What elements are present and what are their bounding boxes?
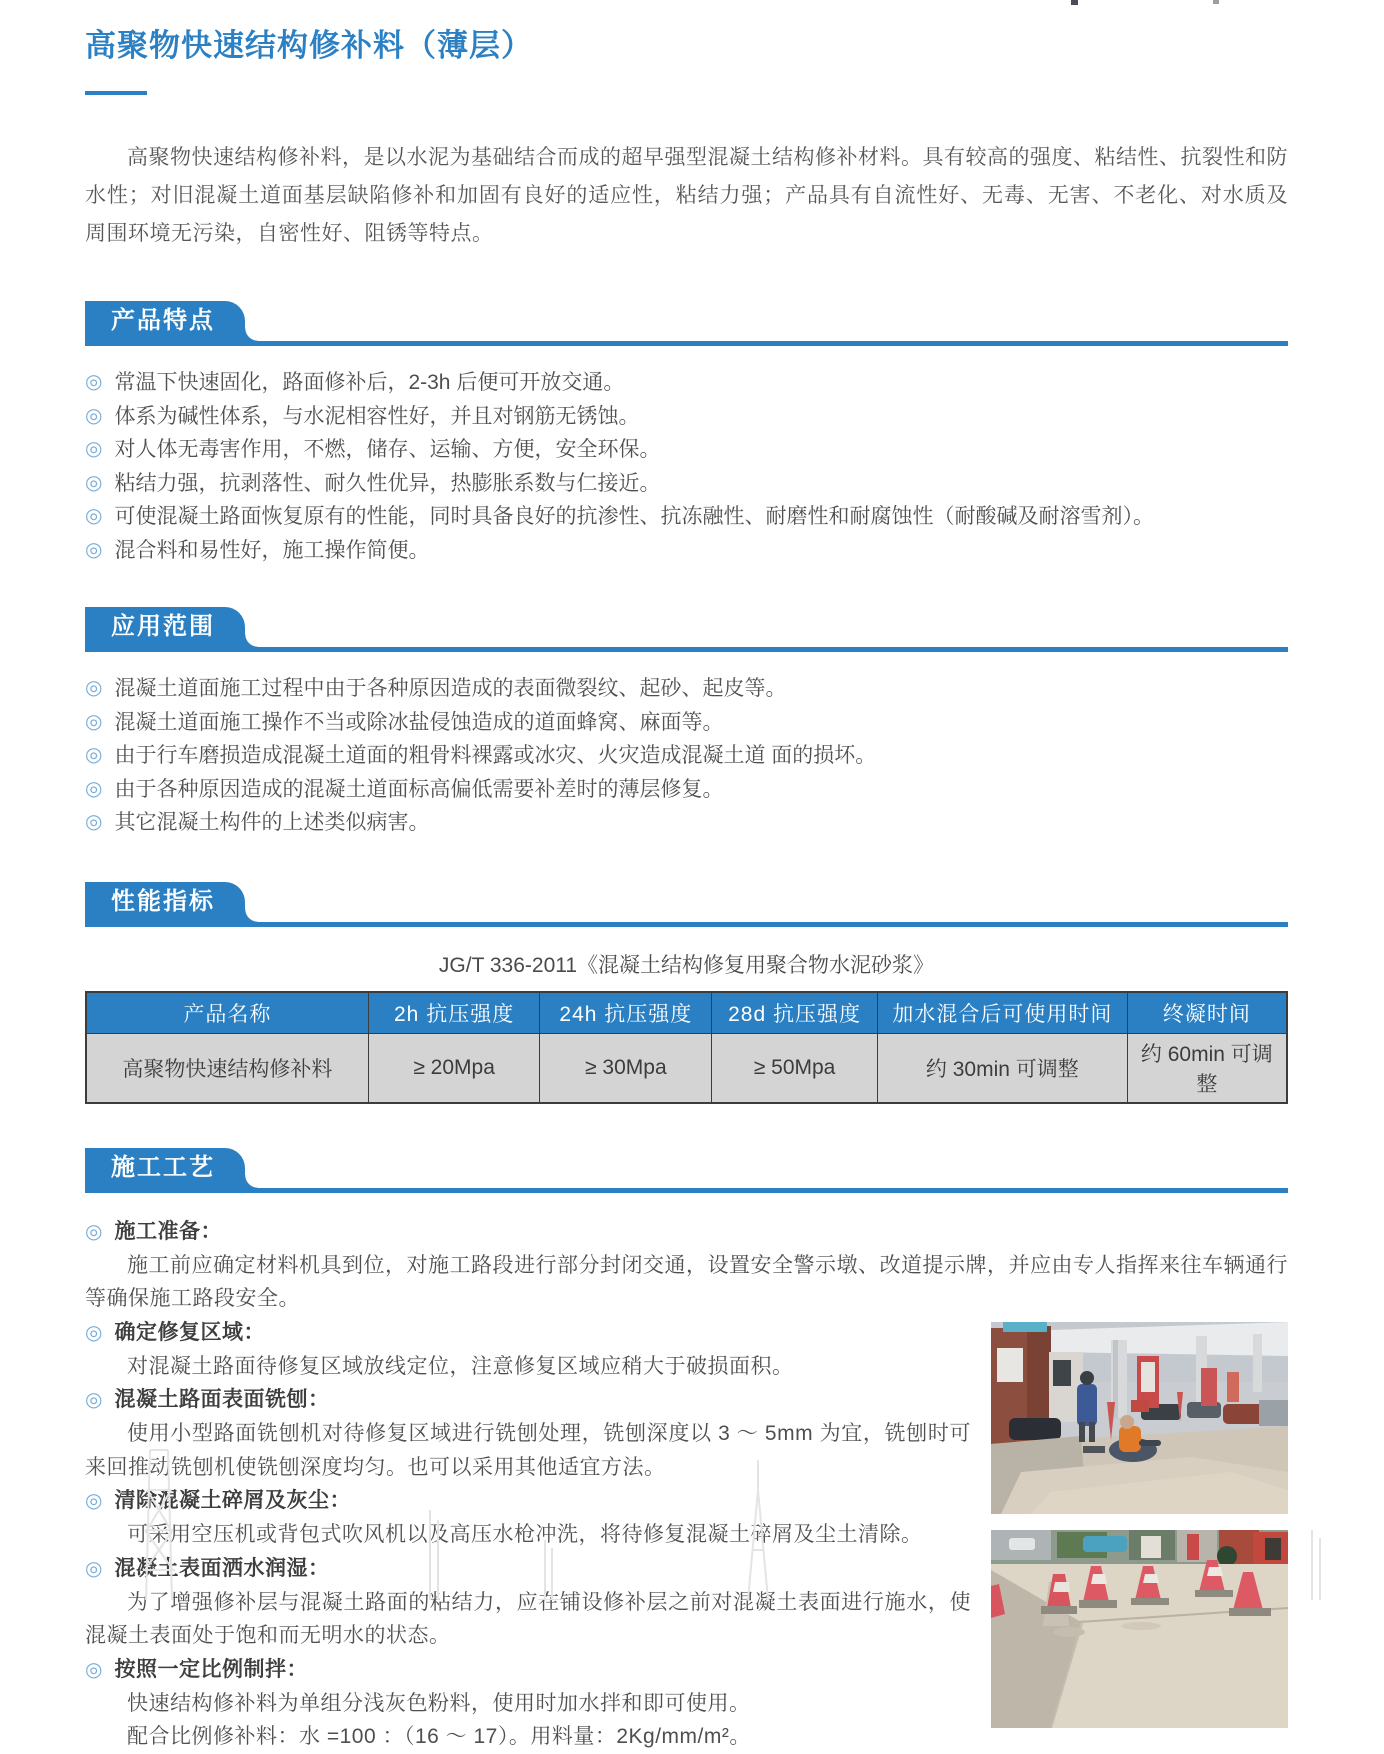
list-item xyxy=(85,672,1288,706)
step-label: 混凝土路面表面铣刨： xyxy=(114,1388,330,1411)
table-header-cell: 加水混合后可使用时间 xyxy=(877,992,1127,1034)
section-header-applications xyxy=(85,607,1288,652)
page-title: 高聚物快速结构修补料（薄层） xyxy=(85,28,533,63)
list-item-text: 对人体无毒害作用，不燃，储存、运输、方便，安全环保。 xyxy=(114,438,661,461)
table-row xyxy=(86,1033,1287,1103)
ring-bullet-icon: ◎ xyxy=(85,1321,103,1344)
list-item-text: 混合料和易性好，施工操作简便。 xyxy=(114,538,430,562)
list-item xyxy=(85,467,1288,501)
step-body: 配合比例修补料：水 =100 ：（16 ～ 17）。用料量：2Kg/mm/m²。 xyxy=(127,1725,751,1748)
list-item xyxy=(85,534,1288,568)
ring-bullet-icon: ◎ xyxy=(85,538,103,561)
ring-bullet-icon: ◎ xyxy=(85,371,103,393)
ring-bullet-icon: ◎ xyxy=(85,710,103,733)
list-item-text: 混凝土道面施工过程中由于各种原因造成的表面微裂纹、起砂、起皮等。 xyxy=(114,677,787,700)
table-header-cell: 产品名称 xyxy=(86,992,368,1034)
table-header-cell: 24h 抗压强度 xyxy=(540,992,712,1034)
table-cell: ≥ 20Mpa xyxy=(368,1033,540,1103)
step-label-row xyxy=(85,1316,971,1350)
step-body: 施工前应确定材料机具到位，对施工路段进行部分封闭交通，设置安全警示墩、改道提示牌，并应由专人指挥来往车辆通行等确保施工路段安全。 xyxy=(85,1253,1288,1310)
list-item xyxy=(85,400,1288,434)
features-list xyxy=(85,366,1288,567)
table-header-cell: 终凝时间 xyxy=(1127,992,1287,1034)
title-underline xyxy=(85,91,147,95)
intro-paragraph: 高聚物快速结构修补料，是以水泥为基础结合而成的超早强型混凝土结构修补材料。具有较高的强度、粘结性、抗裂性和防水性；对旧混凝土道面基层缺陷修补和加固有良好的适应性，粘结力强；产品具有自流性好、无毒、无害、不老化、对水质及周围环境无污染，自密性好、阻锈等特点。 xyxy=(85,146,1288,245)
section-tab-applications: 应用范围 xyxy=(85,607,245,647)
step-label: 确定修复区域： xyxy=(114,1320,265,1344)
ring-bullet-icon: ◎ xyxy=(85,677,103,699)
ring-bullet-icon: ◎ xyxy=(85,1490,103,1512)
step-body: 为了增强修补层与混凝土路面的粘结力，应在铺设修补层之前对混凝土表面进行施水，使混凝土表面处于饱和而无明水的状态。 xyxy=(85,1590,971,1647)
ring-bullet-icon: ◎ xyxy=(85,811,103,833)
ring-bullet-icon: ◎ xyxy=(85,1557,103,1580)
table-cell: 约 60min 可调整 xyxy=(1127,1033,1287,1103)
process-steps xyxy=(85,1215,1288,1754)
list-item xyxy=(85,773,1288,807)
step-body: 使用小型路面铣刨机对待修复区域进行铣刨处理，铣刨深度以 3 ～ 5mm 为宜，铣刨时可来回推动铣刨机使铣刨深度均匀。也可以采用其他适宜方法。 xyxy=(85,1422,971,1479)
applications-list xyxy=(85,672,1288,840)
table-caption: JG/T 336-2011《混凝土结构修复用聚合物水泥砂浆》 xyxy=(438,953,935,977)
step-label: 施工准备： xyxy=(114,1219,222,1243)
list-item-text: 可使混凝土路面恢复原有的性能，同时具备良好的抗渗性、抗冻融性、耐磨性和耐腐蚀性（耐酸碱及耐溶雪剂）。 xyxy=(114,505,1154,528)
step-label: 清除混凝土碎屑及灰尘： xyxy=(114,1489,351,1512)
ring-bullet-icon: ◎ xyxy=(85,404,103,427)
table-header-cell: 28d 抗压强度 xyxy=(712,992,878,1034)
ring-bullet-icon: ◎ xyxy=(85,505,103,527)
ring-bullet-icon: ◎ xyxy=(85,438,103,460)
step-label: 混凝土表面洒水润湿： xyxy=(114,1556,330,1580)
ring-bullet-icon: ◎ xyxy=(85,1658,103,1681)
section-tab-features: 产品特点 xyxy=(85,301,245,341)
step-label-row xyxy=(85,1383,971,1417)
document-page xyxy=(85,0,1288,1754)
list-item-text: 常温下快速固化，路面修补后，2-3h 后便可开放交通。 xyxy=(114,371,625,394)
ring-bullet-icon: ◎ xyxy=(85,744,103,766)
section-tab-process: 施工工艺 xyxy=(85,1148,245,1188)
step-label-row xyxy=(85,1484,971,1518)
list-item-text: 由于各种原因造成的混凝土道面标高偏低需要补差时的薄层修复。 xyxy=(114,777,724,801)
table-cell: ≥ 50Mpa xyxy=(712,1033,878,1103)
ring-bullet-icon: ◎ xyxy=(85,471,103,494)
list-item xyxy=(85,706,1288,740)
list-item xyxy=(85,433,1288,467)
table-header-row xyxy=(86,992,1287,1034)
list-item-text: 由于行车磨损造成混凝土道面的粗骨料裸露或冰灾、火灾造成混凝土道 面的损坏。 xyxy=(114,744,877,767)
ring-bullet-icon: ◎ xyxy=(85,777,103,800)
list-item xyxy=(85,739,1288,773)
section-header-process xyxy=(85,1148,1288,1193)
section-header-performance xyxy=(85,882,1288,927)
step-body: 可采用空压机或背包式吹风机以及高压水枪冲洗，将待修复混凝土碎屑及尘土清除。 xyxy=(127,1523,923,1546)
table-cell: 高聚物快速结构修补料 xyxy=(86,1033,368,1103)
list-item-text: 体系为碱性体系，与水泥相容性好，并且对钢筋无锈蚀。 xyxy=(114,404,640,428)
step-label-row xyxy=(85,1552,971,1586)
table-cell: ≥ 30Mpa xyxy=(540,1033,712,1103)
step-body: 对混凝土路面待修复区域放线定位，注意修复区域应稍大于破损面积。 xyxy=(127,1354,794,1378)
table-header-cell: 2h 抗压强度 xyxy=(368,992,540,1034)
section-tab-performance: 性能指标 xyxy=(85,882,245,922)
list-item-text: 其它混凝土构件的上述类似病害。 xyxy=(114,811,430,834)
list-item-text: 混凝土道面施工操作不当或除冰盐侵蚀造成的道面蜂窝、麻面等。 xyxy=(114,710,724,734)
photo-column xyxy=(991,1322,1288,1728)
list-item xyxy=(85,500,1288,534)
table-cell: 约 30min 可调整 xyxy=(877,1033,1127,1103)
repaired-pavement-photo xyxy=(991,1530,1288,1728)
step-body: 快速结构修补料为单组分浅灰色粉料，使用时加水拌和即可使用。 xyxy=(127,1691,751,1715)
performance-table xyxy=(85,991,1288,1104)
list-item xyxy=(85,366,1288,400)
section-header-features xyxy=(85,301,1288,346)
ring-bullet-icon: ◎ xyxy=(85,1220,103,1243)
step-label-row xyxy=(85,1215,1288,1249)
ring-bullet-icon: ◎ xyxy=(85,1389,103,1411)
step-label: 按照一定比例制拌： xyxy=(114,1657,308,1681)
construction-site-photo xyxy=(991,1322,1288,1514)
list-item xyxy=(85,806,1288,840)
list-item-text: 粘结力强，抗剥落性、耐久性优异，热膨胀系数与仁接近。 xyxy=(114,471,661,495)
step-label-row xyxy=(85,1653,971,1687)
